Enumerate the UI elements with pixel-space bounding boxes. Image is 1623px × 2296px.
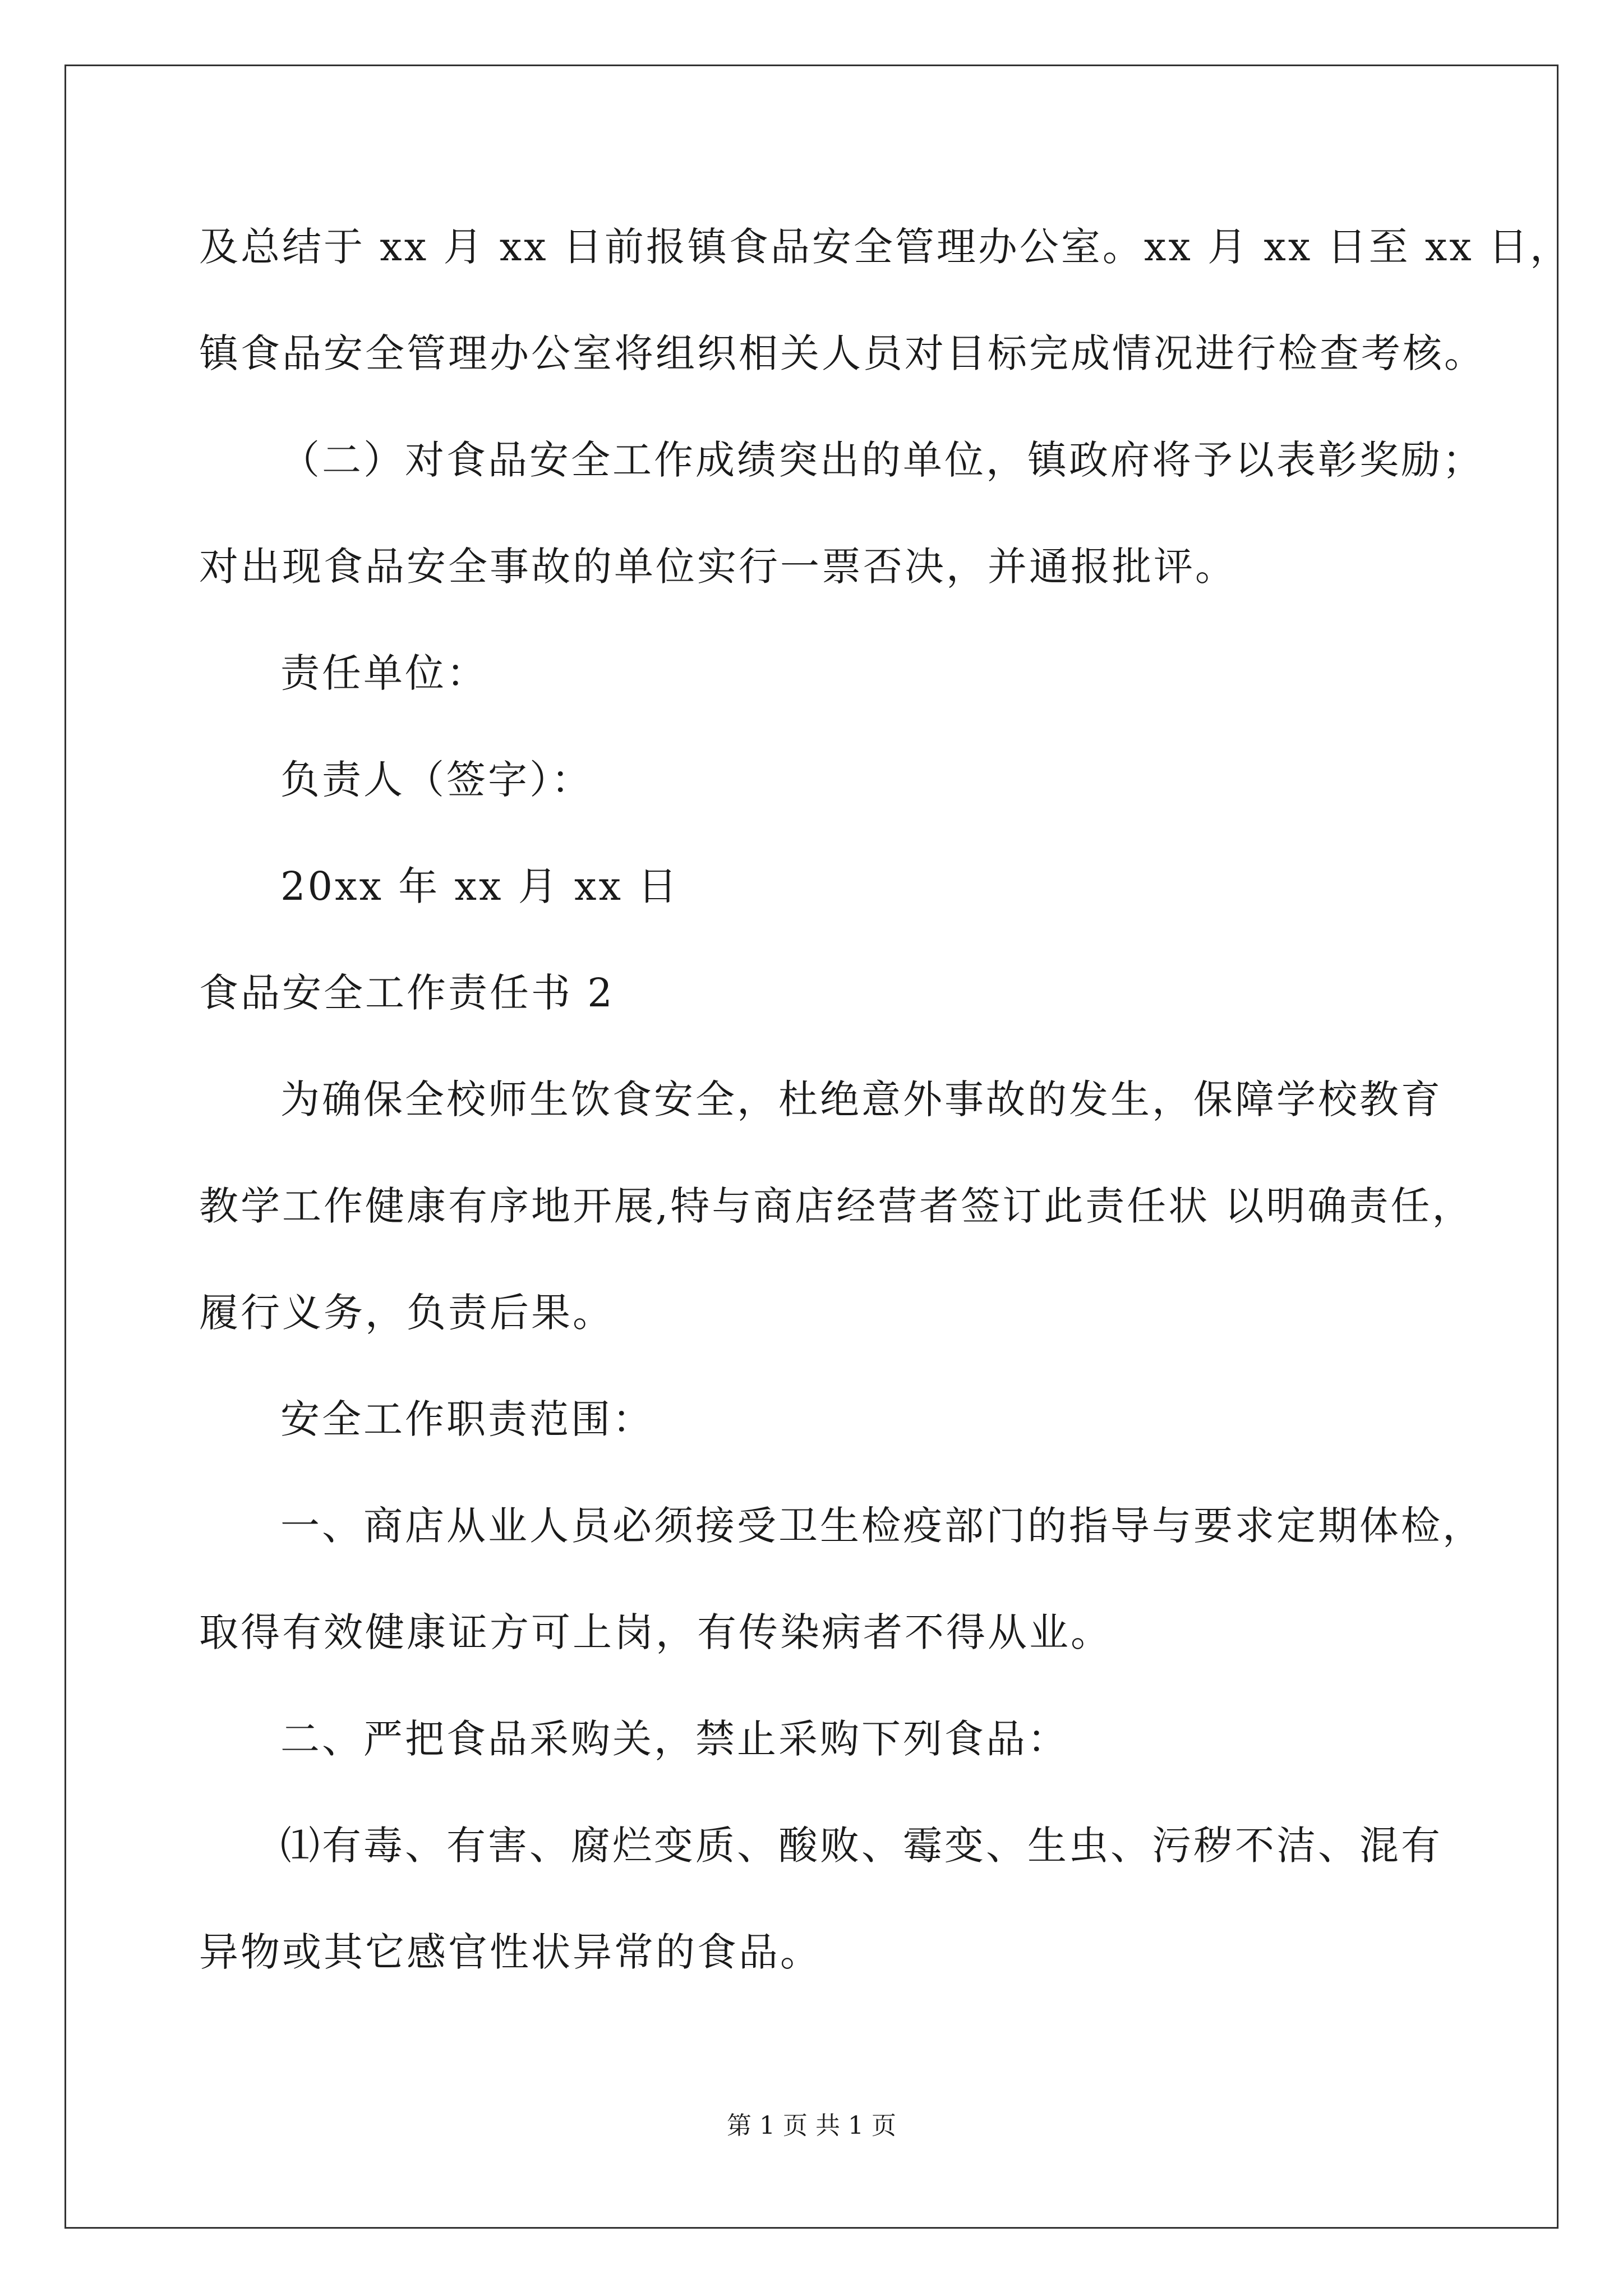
paragraph-line: 对出现食品安全事故的单位实行一票否决，并通报批评。	[199, 544, 1237, 590]
paragraph-line: 镇食品安全管理办公室将组织相关人员对目标完成情况进行检查考核。	[199, 330, 1486, 376]
scope-heading: 安全工作职责范围：	[280, 1396, 654, 1442]
page-footer: 第 1 页 共 1 页	[727, 2111, 896, 2140]
paragraph-line: 履行义务，负责后果。	[199, 1290, 614, 1336]
date-line: 20xx 年 xx 月 xx 日	[280, 863, 680, 909]
responsible-person-label: 负责人（签字）：	[280, 757, 593, 803]
list-item-line: 取得有效健康证方可上岗，有传染病者不得从业。	[199, 1609, 1112, 1655]
paragraph-line: 教学工作健康有序地开展,特与商店经营者签订此责任状 以明确责任，	[199, 1183, 1474, 1229]
paragraph-line: 及总结于 xx 月 xx 日前报镇食品安全管理办公室。xx 月 xx 日至 xx 日，	[199, 224, 1572, 270]
list-item-line: 一、商店从业人员必须接受卫生检疫部门的指导与要求定期体检，	[280, 1503, 1484, 1549]
list-item-line: 二、严把食品采购关，禁止采购下列食品：	[280, 1716, 1069, 1762]
paragraph-line: （二）对食品安全工作成绩突出的单位，镇政府将予以表彰奖励；	[280, 437, 1484, 483]
list-item-line: 异物或其它感官性状异常的食品。	[199, 1929, 822, 1975]
responsible-unit-label: 责任单位：	[280, 650, 488, 696]
page-border	[64, 65, 1572, 2229]
list-item-line: ⑴有毒、有害、腐烂变质、酸败、霉变、生虫、污秽不洁、混有	[280, 1823, 1442, 1869]
section-title: 食品安全工作责任书 2	[199, 970, 615, 1016]
paragraph-line: 为确保全校师生饮食安全，杜绝意外事故的发生，保障学校教育	[280, 1076, 1442, 1122]
